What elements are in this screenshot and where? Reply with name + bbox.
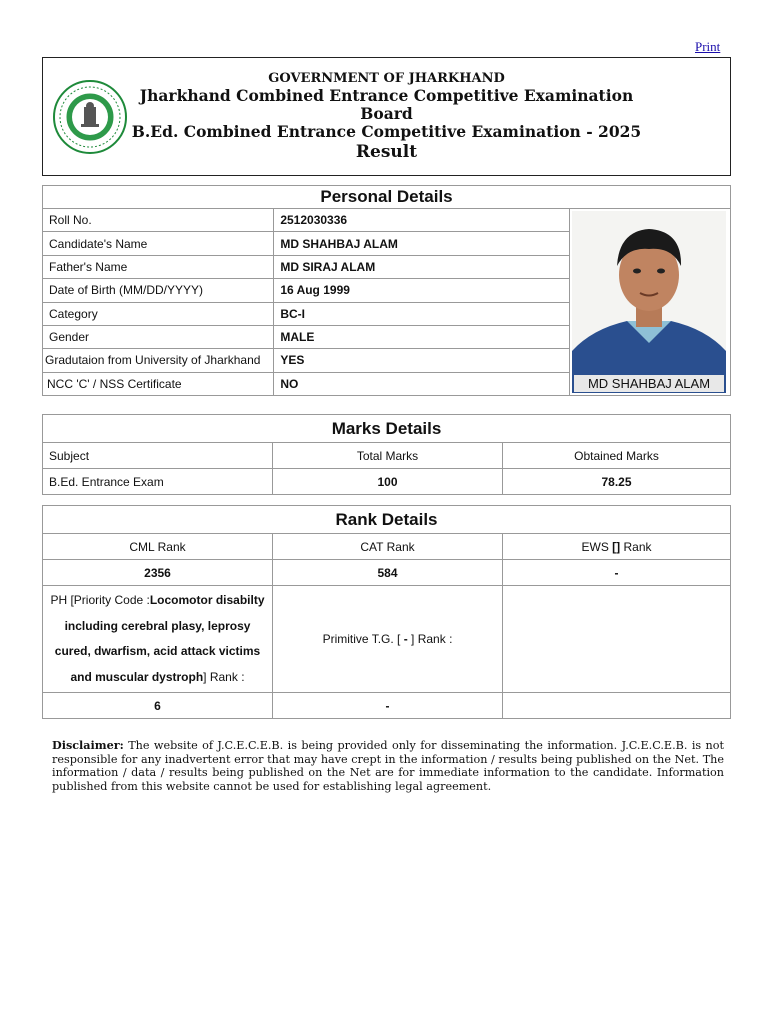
subject-value: B.Ed. Entrance Exam <box>43 469 273 495</box>
marks-details-title: Marks Details <box>43 415 731 443</box>
result-title: Result <box>355 142 418 162</box>
ncc-nss-value: NO <box>274 372 569 395</box>
photo-caption: MD SHAHBAJ ALAM <box>587 376 710 391</box>
exam-title: B.Ed. Combined Entrance Competitive Examination - 2025 <box>131 122 642 141</box>
cml-rank-value: 2356 <box>43 560 273 586</box>
board-name-line2: Board <box>360 104 413 123</box>
personal-details-table <box>42 185 731 396</box>
roll-no-value: 2512030336 <box>274 209 569 232</box>
rank-details-table <box>42 505 731 719</box>
table-row <box>43 209 731 232</box>
graduation-label: Gradutaion from University of Jharkhand <box>43 349 274 372</box>
table-row <box>43 469 731 495</box>
graduation-value: YES <box>274 349 569 372</box>
empty-cell <box>503 586 731 693</box>
empty-cell <box>503 693 731 719</box>
candidate-photo <box>572 211 726 393</box>
category-label: Category <box>43 302 274 325</box>
candidate-name-label: Candidate's Name <box>43 232 274 255</box>
ews-rank-value: - <box>503 560 731 586</box>
ews-suffix: Rank <box>620 539 652 554</box>
header-box <box>42 57 731 176</box>
board-name-line1: Jharkhand Combined Entrance Competitive Examination <box>139 86 634 105</box>
ptg-suffix: ] Rank : <box>411 632 453 646</box>
ph-rank-header <box>43 586 273 693</box>
photo-cell <box>569 209 730 396</box>
ph-prefix: PH [Priority Code : <box>50 593 150 607</box>
disclaimer-label: Disclaimer: <box>52 738 124 752</box>
ews-rank-header <box>503 534 731 560</box>
disclaimer-text: The website of J.C.E.C.E.B. is being provided only for disseminating the information. J.C.E.C.E.B. is not responsible for any inadvertent error that may have crept in the information / results being published on the Net. The information / data / results being published on the Net are for immediate information to the candidate. Information published from this website cannot be used for establishing legal agreement. <box>52 739 724 794</box>
ptg-rank-value: - <box>273 693 503 719</box>
table-row <box>43 586 731 693</box>
print-link[interactable]: Print <box>695 39 721 54</box>
total-marks-value: 100 <box>273 469 503 495</box>
marks-details-table <box>42 414 731 495</box>
gender-value: MALE <box>274 325 569 348</box>
government-title: GOVERNMENT OF JHARKHAND <box>268 71 505 86</box>
category-value: BC-I <box>274 302 569 325</box>
father-name-label: Father's Name <box>43 255 274 278</box>
father-name-value: MD SIRAJ ALAM <box>274 255 569 278</box>
dob-label: Date of Birth (MM/DD/YYYY) <box>43 279 274 302</box>
ph-suffix: ] Rank : <box>203 669 245 684</box>
table-row <box>43 693 731 719</box>
gender-label: Gender <box>43 325 274 348</box>
obtained-marks-value: 78.25 <box>503 469 731 495</box>
table-row <box>43 560 731 586</box>
table-row <box>43 443 731 469</box>
cat-rank-header: CAT Rank <box>273 534 503 560</box>
subject-header: Subject <box>43 443 273 469</box>
personal-details-title: Personal Details <box>43 186 731 209</box>
ptg-prefix: Primitive T.G. [ <box>322 632 401 646</box>
candidate-name-value: MD SHAHBAJ ALAM <box>274 232 569 255</box>
table-row <box>43 534 731 560</box>
ews-bracket: [] <box>612 539 621 554</box>
ph-rank-value: 6 <box>43 693 273 719</box>
ptg-rank-header <box>273 586 503 693</box>
disclaimer <box>52 739 724 794</box>
ptg-code: - <box>400 632 412 646</box>
rank-details-title: Rank Details <box>43 506 731 534</box>
total-marks-header: Total Marks <box>273 443 503 469</box>
obtained-marks-header: Obtained Marks <box>503 443 731 469</box>
dob-value: 16 Aug 1999 <box>274 279 569 302</box>
ph-priority-code: Locomotor disabilty including cerebral plasy, leprosy cured, dwarfism, acid attack victims and muscular dystroph <box>54 593 265 684</box>
ews-prefix: EWS <box>581 539 613 554</box>
roll-no-label: Roll No. <box>43 209 274 232</box>
cat-rank-value: 584 <box>273 560 503 586</box>
ncc-nss-label: NCC 'C' / NSS Certificate <box>43 372 274 395</box>
cml-rank-header: CML Rank <box>43 534 273 560</box>
